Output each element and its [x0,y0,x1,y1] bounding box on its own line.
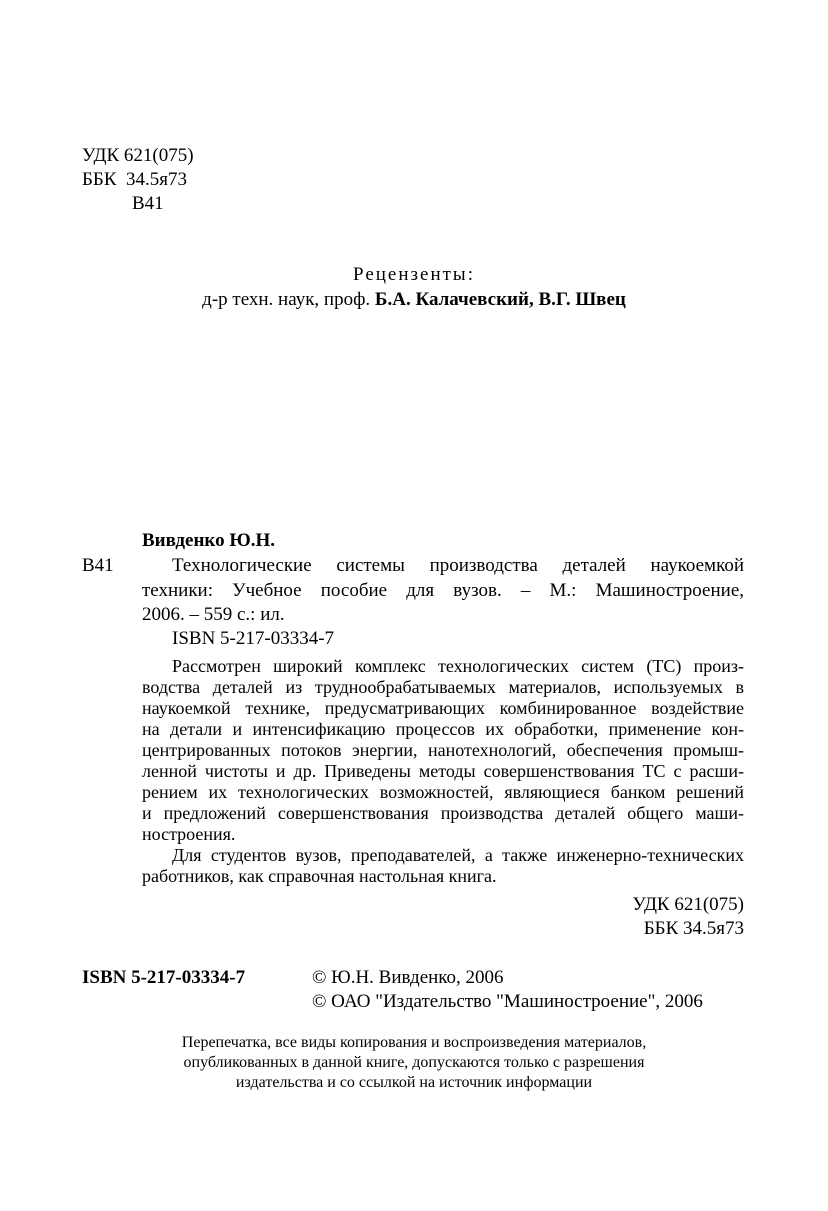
audience-line: Для студентов вузов, преподавателей, а также инженерно-технических [172,845,744,865]
notice-line: опубликованных в данной книге, допускаются только с разрешения [183,1054,645,1071]
abstract [142,656,744,887]
abstract-line: рением их технологических возможностей, являющиеся банком решений [142,782,744,802]
reviewers-prefix: д-р техн. наук, проф. [202,289,375,310]
abstract-line: водства деталей из труднообрабатываемых материалов, используемых в [142,677,744,697]
reviewers-line [0,288,828,312]
bib-author: Вивденко Ю.Н. [142,530,276,551]
audience-line: работников, как справочная настольная книга. [142,866,497,886]
udk-code-top: УДК 621(075) [82,145,194,166]
abstract-line: ленной чистоты и др. Приведены методы совершенствования ТС с расши- [142,761,744,781]
reprint-notice [0,1033,828,1093]
author-copyright: © Ю.Н. Вивденко, 2006 [312,967,504,988]
bib-title-line-1: Технологические системы производства деталей наукоемкой [172,555,744,576]
abstract-line: ностроения. [142,824,236,844]
notice-line: Перепечатка, все виды копирования и воспроизведения материалов, [181,1034,647,1051]
bib-title-line-3: 2006. – 559 с.: ил. [142,604,285,625]
udk-code-bottom: УДК 621(075) [632,894,744,915]
abstract-line: на детали и интенсификацию процессов их обработки, применение кон- [142,719,744,739]
bib-isbn: ISBN 5-217-03334-7 [172,628,335,649]
bbk-code-bottom: ББК 34.5я73 [643,918,744,939]
publisher-copyright: © ОАО "Издательство "Машиностроение", 2006 [312,991,703,1012]
abstract-line: и предложений совершенствования производства деталей общего маши- [142,803,744,823]
reviewers-names: Б.А. Калачевский, В.Г. Швец [374,289,626,310]
abstract-line: наукоемкой технике, предусматривающих комбинированное воздействие [142,698,744,718]
reviewers-title: Рецензенты: [353,264,475,285]
bib-mark: В41 [82,555,114,576]
notice-line: издательства и со ссылкой на источник информации [235,1074,593,1091]
isbn-bold: ISBN 5-217-03334-7 [82,967,246,988]
abstract-line: центрированных потоков энергии, нанотехнологий, обеспечения промыш- [142,740,744,760]
bib-title-line-2: техники: Учебное пособие для вузов. – М.: Машиностроение, [142,580,744,601]
abstract-line: Рассмотрен широкий комплекс технологических систем (ТС) произ- [172,656,744,676]
author-mark-top: В41 [132,193,164,214]
bbk-code-top: ББК 34.5я73 [82,169,187,190]
